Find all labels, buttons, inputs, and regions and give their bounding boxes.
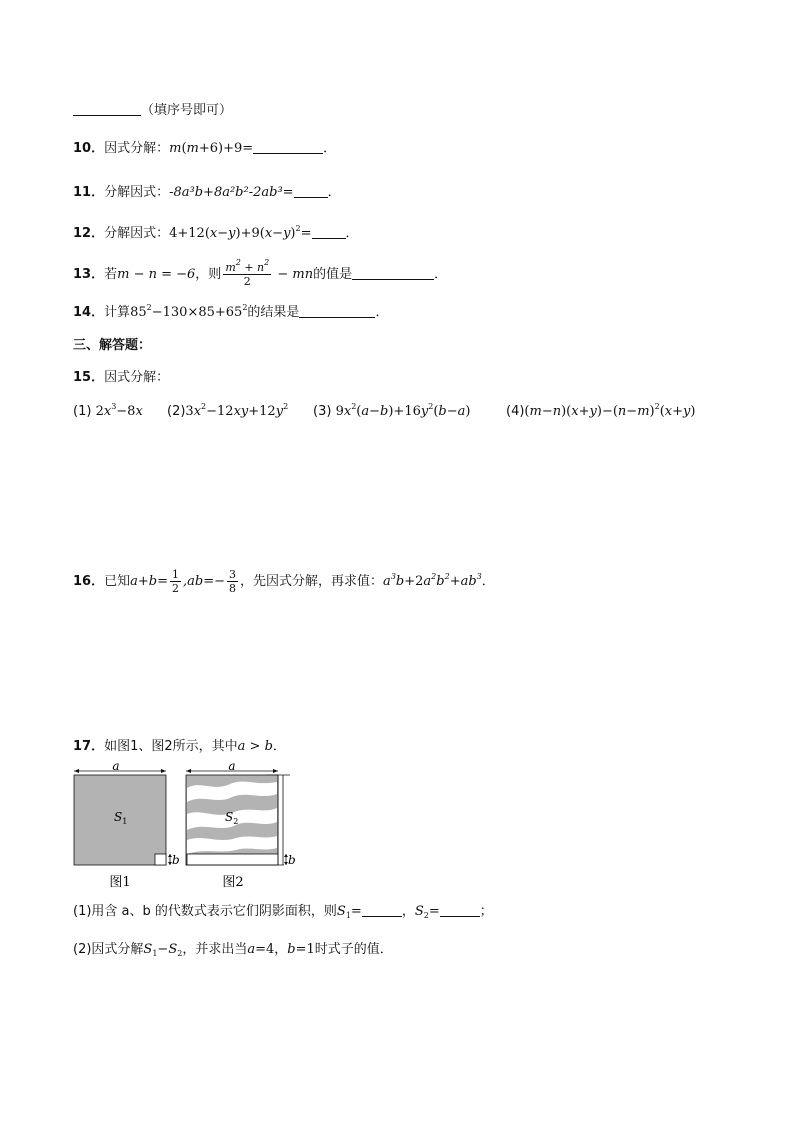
- fraction: $\frac{3}{8}$: [229, 568, 237, 595]
- answer-blank-s1[interactable]: [362, 902, 402, 917]
- question-number: 17．: [73, 739, 105, 754]
- fill-hint: （填序号即可）: [141, 103, 233, 118]
- label-a: a: [228, 759, 236, 773]
- math-expression: $a^3b+2a^2b^2+ab^3$: [383, 572, 482, 589]
- math-expression: $S_1-S_2$: [143, 942, 183, 958]
- q15-item-1: (1) $2x^3-8x$: [73, 402, 143, 419]
- question-10: 10．因式分解：m(m+6)+9= ．: [73, 141, 337, 156]
- fraction: $\frac{1}{2}$: [172, 568, 180, 595]
- math-expression: $S_1=$: [336, 904, 362, 920]
- q17-part-2: (2)因式分解$S_1-S_2$，并求出当a=4，b=1时式子的值．: [73, 942, 393, 958]
- math-expression: a+b=: [130, 574, 169, 589]
- answer-blank[interactable]: [352, 265, 434, 280]
- math-expression: $85^2-130\times 85+65^2$: [130, 303, 248, 320]
- bottom-strip: [187, 854, 278, 865]
- figure-2: [186, 759, 296, 890]
- question-13: 13．若m − n = −6，则 $\frac{m^2 + n^2}{2}$ − mn的值是 ．: [73, 258, 448, 288]
- question-14: 14．计算$85^2-130\times 85+65^2$的结果是 ．: [73, 303, 389, 320]
- question-text: 分解因式：: [104, 226, 170, 241]
- question-12: 12．分解因式：$4+12(x-y)+9(x-y)^2=$ ．: [73, 224, 359, 241]
- figure-1: [74, 759, 180, 890]
- math-expression: a=4: [247, 942, 275, 957]
- q15-item-2: $(2)3x^2-12xy+12y^2$: [167, 402, 289, 419]
- answer-blank[interactable]: [299, 303, 375, 318]
- question-16: 16．已知a+b= $\frac{1}{2}$ ,ab=− $\frac{3}{8}$ ，先因式分解，再求值：$a^3b+2a^2b^2+ab^3$．: [73, 568, 495, 595]
- figures-svg: [68, 758, 308, 893]
- question-11: 11．分解因式：-8a³b+8a²b²-2ab³= ．: [73, 185, 341, 200]
- label-b: b: [288, 853, 296, 867]
- question-number: 15．: [73, 370, 105, 385]
- answer-blank[interactable]: [73, 101, 141, 116]
- label-a: a: [112, 759, 120, 773]
- question-number: 11．: [73, 185, 105, 200]
- fraction: $\frac{m^2 + n^2}{2}$: [225, 258, 270, 288]
- section-title: 三、解答题：: [73, 338, 152, 353]
- answer-blank[interactable]: [294, 183, 328, 198]
- question-number: 10．: [73, 141, 105, 156]
- figure-1-caption: 图1: [109, 875, 131, 890]
- q15-item-3: (3) $9x^2(a-b)+16y^2(b-a)$: [313, 402, 471, 419]
- figure-2-caption: 图2: [222, 875, 244, 890]
- question-number: 14．: [73, 305, 105, 320]
- question-text: 如图1、图2所示，其中: [104, 739, 238, 754]
- condition-expression: m − n = −6: [117, 267, 196, 282]
- label-s1: $S_1$: [114, 810, 128, 826]
- math-expression: − mn: [273, 267, 314, 282]
- question-number: 12．: [73, 226, 105, 241]
- q17-part-1: (1)用含 a、b 的代数式表示它们阴影面积，则$S_1=$ ，$S_2=$ ；: [73, 904, 493, 920]
- question-text: 计算: [104, 305, 131, 320]
- math-expression: $4+12(x-y)+9(x-y)^2=$: [169, 224, 312, 241]
- answer-blank[interactable]: [312, 224, 346, 239]
- small-square: [155, 854, 166, 865]
- question-text: 已知: [104, 574, 131, 589]
- label-b: b: [172, 853, 180, 867]
- q15-item-4: $(4)(m-n)(x+y)-(n-m)^2(x+y)$: [506, 402, 696, 419]
- label-s2: $S_2$: [225, 810, 239, 826]
- math-expression: m(m+6)+9=: [169, 141, 254, 156]
- question-text: 因式分解：: [104, 370, 170, 385]
- math-expression: -8a³b+8a²b²-2ab³=: [169, 185, 294, 200]
- question-15: [73, 369, 169, 387]
- question-17: 17．如图1、图2所示，其中a > b．: [73, 739, 286, 754]
- math-expression: a > b: [237, 739, 273, 754]
- question-number: 16．: [73, 574, 105, 589]
- question-text: 若: [104, 267, 118, 282]
- previous-answer-line: [73, 101, 232, 120]
- answer-blank-s2[interactable]: [440, 902, 480, 917]
- question-number: 13．: [73, 267, 105, 282]
- question-text: 分解因式：: [104, 185, 170, 200]
- answer-blank[interactable]: [253, 139, 323, 154]
- question-text: 因式分解：: [104, 141, 170, 156]
